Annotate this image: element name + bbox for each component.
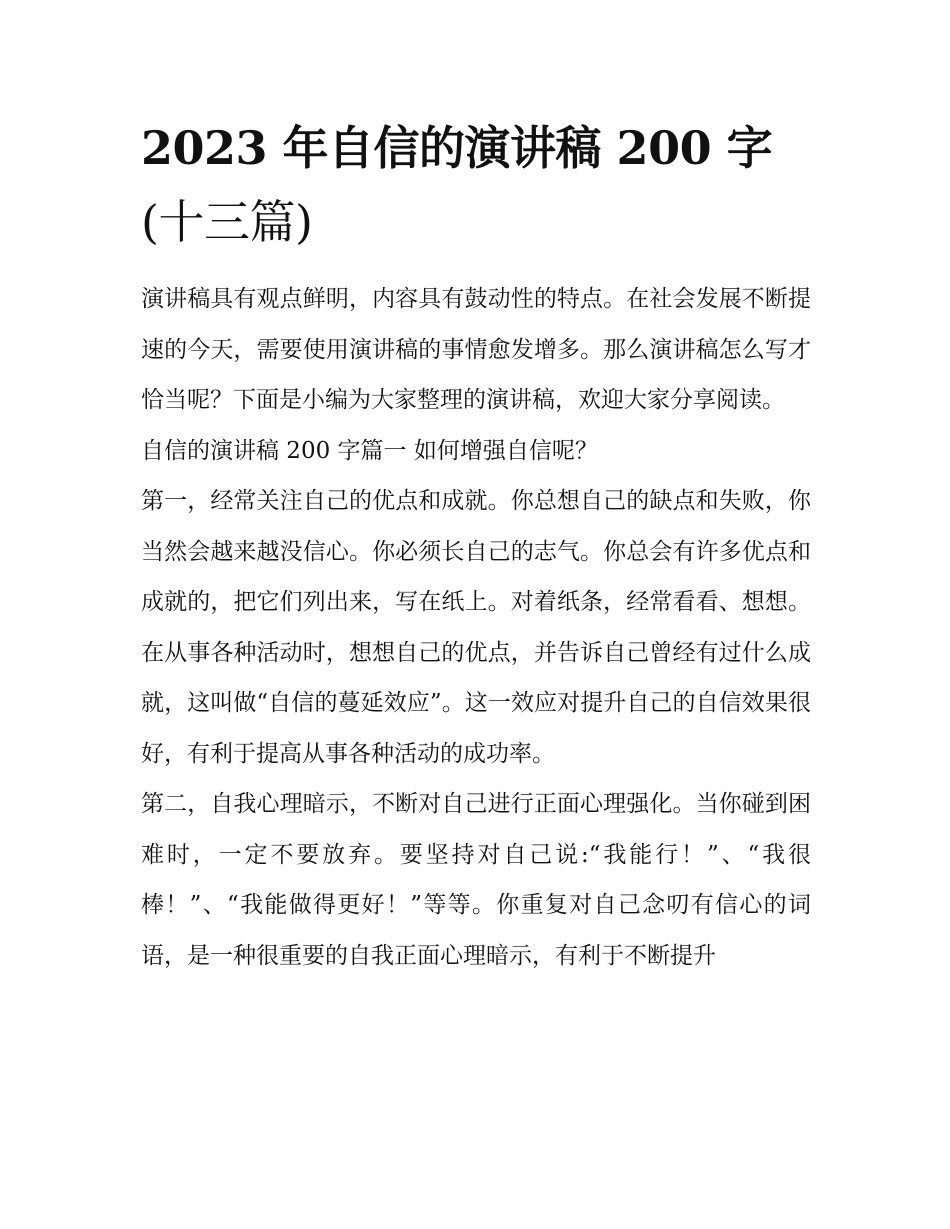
document-page: [141, 118, 811, 981]
body-paragraph-second-point: 第二，自我心理暗示，不断对自己进行正面心理强化。当你碰到困难时，一定不要放弃。要坚持对自己说:“我能行！”、“我很棒！”、“我能做得更好！”等等。你重复对自己念叨有信心的词语，是一种很重要的自我正面心理暗示，有利于不断提升: [141, 791, 811, 969]
document-body: [141, 274, 811, 981]
section-heading: 自信的演讲稿 200 字篇一 如何增强自信呢？: [141, 437, 598, 464]
document-title: [141, 118, 811, 252]
title-line-2: (十三篇): [141, 195, 313, 249]
body-paragraph-first-point: 第一，经常关注自己的优点和成就。你总想自己的缺点和失败，你当然会越来越没信心。你必须长自己的志气。你总会有许多优点和成就的，把它们列出来，写在纸上。对着纸条，经常看看、想想。在从事各种活动时，想想自己的优点，并告诉自己曾经有过什么成就，这叫做“自信的蔓延效应”。这一效应对提升自己的自信效果很好，有利于提高从事各种活动的成功率。: [141, 488, 811, 767]
title-line-1: 2023 年自信的演讲稿 200 字: [141, 121, 773, 175]
intro-paragraph: 演讲稿具有观点鲜明，内容具有鼓动性的特点。在社会发展不断提速的今天，需要使用演讲稿的事情愈发增多。那么演讲稿怎么写才恰当呢？下面是小编为大家整理的演讲稿，欢迎大家分享阅读。: [141, 286, 811, 413]
